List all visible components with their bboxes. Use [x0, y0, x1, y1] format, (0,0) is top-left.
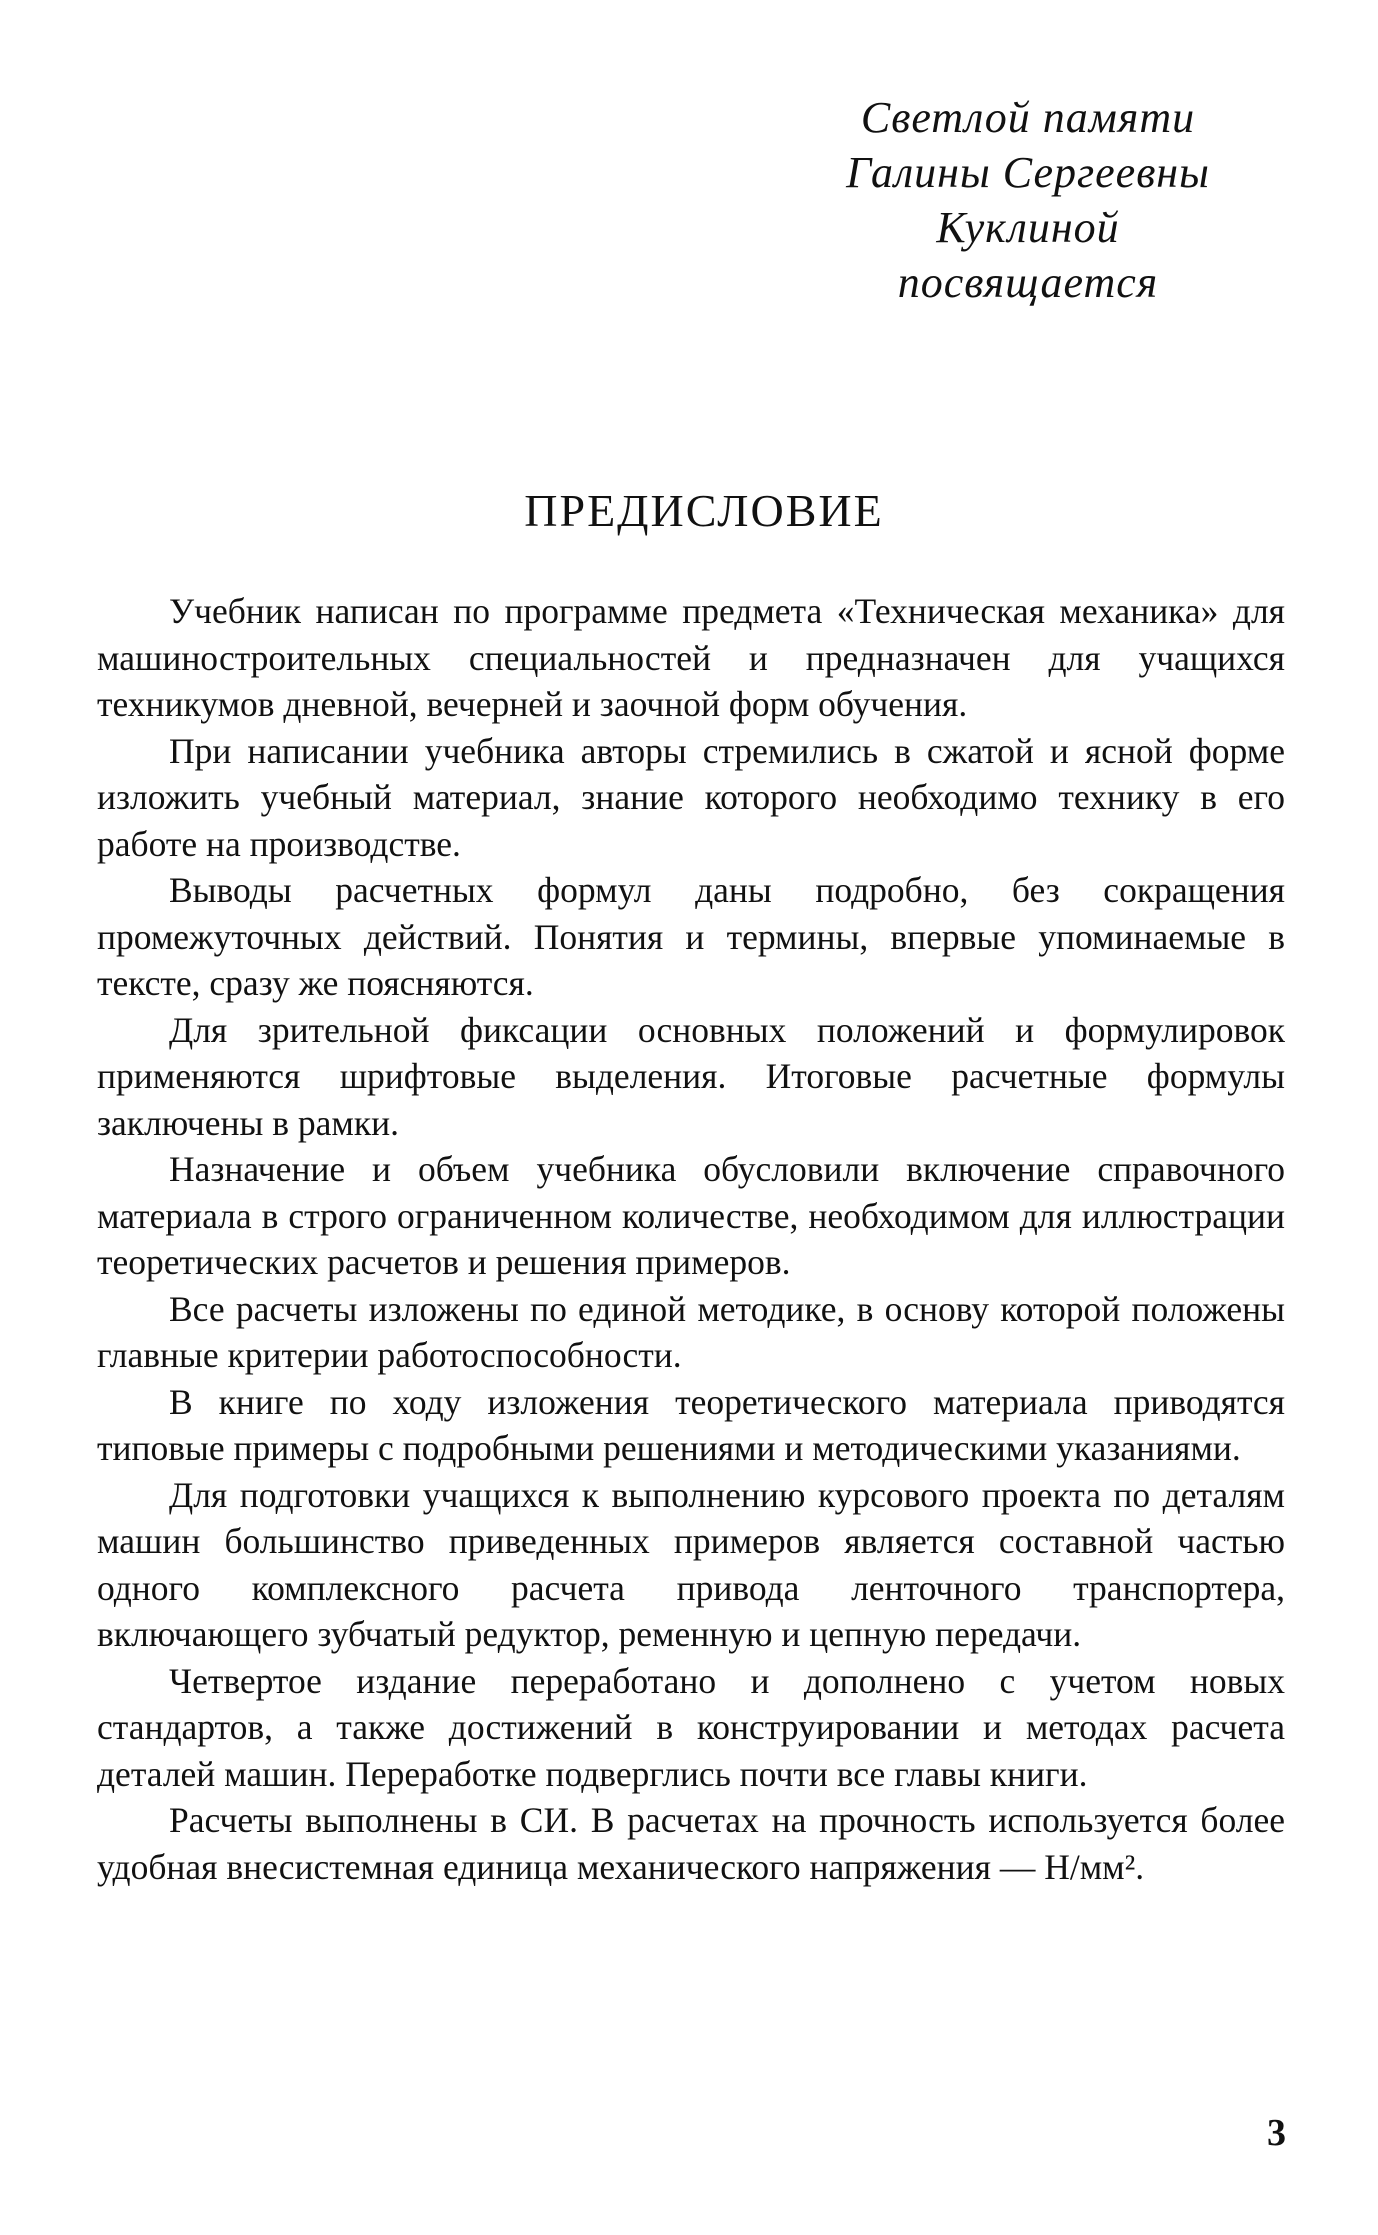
paragraph: При написании учебника авторы стремились в сжатой и ясной форме изложить учебный материал, знание которого необходимо технику в его работе на производстве.	[97, 730, 1285, 864]
paragraph: Выводы расчетных формул даны подробно, без сокращения промежуточных действий. Понятия и термины, впервые упоминаемые в тексте, сразу же поясняются.	[97, 870, 1285, 1003]
dedication-line: Светлой памяти	[860, 93, 1196, 142]
paragraph: Для подготовки учащихся к выполнению курсового проекта по деталям машин большинство приведенных примеров является составной частью одного комплексного расчета привода ленточного транспортера, включающего зубчатый редуктор, ременную и цепную передачи.	[97, 1474, 1285, 1654]
preface-body	[97, 588, 1285, 1890]
dedication-line: посвящается	[897, 258, 1159, 307]
paragraph: Для зрительной фиксации основных положений и формулировок применяются шрифтовые выделения. Итоговые расчетные формулы заключены в рамки.	[97, 1009, 1285, 1143]
dedication	[768, 90, 1288, 310]
dedication-line: Куклиной	[936, 203, 1120, 252]
paragraph: Учебник написан по программе предмета «Техническая механика» для машиностроительных специальностей и предназначен для учащихся техникумов дневной, вечерней и заочной форм обучения.	[97, 591, 1285, 724]
paragraph: Четвертое издание переработано и дополнено с учетом новых стандартов, а также достижений в конструировании и методах расчета деталей машин. Переработке подверглись почти все главы книги.	[97, 1660, 1285, 1794]
page-number: 3	[1267, 2112, 1286, 2154]
paragraph: Назначение и объем учебника обусловили включение справочного материала в строго ограниченном количестве, необходимом для иллюстрации теоретических расчетов и решения примеров.	[97, 1149, 1285, 1282]
paragraph: Все расчеты изложены по единой методике, в основу которой положены главные критерии работоспособности.	[97, 1288, 1285, 1375]
paragraph: В книге по ходу изложения теоретического материала приводятся типовые примеры с подробными решениями и методическими указаниями.	[97, 1381, 1285, 1468]
paragraph: Расчеты выполнены в СИ. В расчетах на прочность используется более удобная внесистемная единица механического напряжения — Н/мм².	[97, 1800, 1285, 1887]
dedication-line: Галины Сергеевны	[846, 148, 1210, 197]
page-title: ПРЕДИСЛОВИЕ	[524, 485, 884, 536]
